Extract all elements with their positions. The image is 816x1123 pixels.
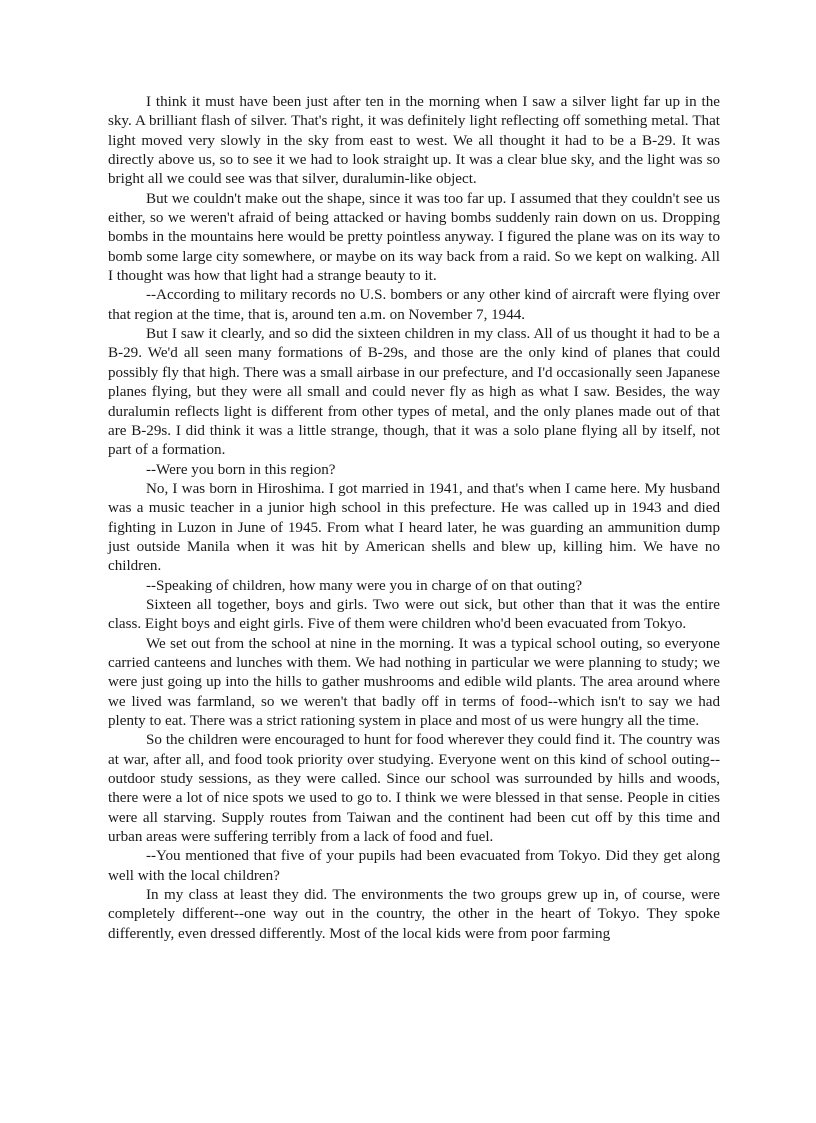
paragraph-4: But I saw it clearly, and so did the sixteen children in my class. All of us thought it had to be a B-29. We'd all seen many formations of B-29s, and those are the only kind of planes that could possibly fly that high. There was a small airbase in our prefecture, and I'd occasionally seen Japanese planes flying, but they were all small and could never fly as high as what I saw. Besides, the way duralumin reflects light is different from other types of metal, and the only planes made out of that are B-29s. I did think it was a little strange, though, that it was a solo plane flying all by itself, not part of a formation. (108, 326, 720, 459)
paragraph-2: But we couldn't make out the shape, since it was too far up. I assumed that they couldn't see us either, so we weren't afraid of being attacked or having bombs suddenly rain down on us. Dropping bombs in the mountains here would be pretty pointless anyway. I figured the plane was on its way to bomb some large city somewhere, or maybe on its way back from a raid. So we kept on walking. All I thought was how that light had a strange beauty to it. (108, 190, 720, 285)
paragraph-3: --According to military records no U.S. bombers or any other kind of aircraft were flying over that region at the time, that is, around ten a.m. on November 7, 1944. (108, 287, 720, 323)
paragraph-9: We set out from the school at nine in the morning. It was a typical school outing, so everyone carried canteens and lunches with them. We had nothing in particular we were planning to study; we were just going up into the hills to gather mushrooms and edible wild plants. The area around where we lived was farmland, so we weren't that badly off in terms of food--which isn't to say we had plenty to eat. There was a strict rationing system in place and most of us were hungry all the time. (108, 635, 720, 729)
paragraph-8: Sixteen all together, boys and girls. Two were out sick, but other than that it was the entire class. Eight boys and eight girls. Five of them were children who'd been evacuated from Tokyo. (108, 596, 720, 633)
document-page (108, 93, 720, 944)
paragraph-11: --You mentioned that five of your pupils had been evacuated from Tokyo. Did they get along well with the local children? (108, 848, 720, 884)
paragraph-5: --Were you born in this region? (146, 461, 336, 478)
paragraph-6: No, I was born in Hiroshima. I got married in 1941, and that's when I came here. My husband was a music teacher in a junior high school in this prefecture. He was called up in 1943 and died fighting in Luzon in June of 1945. From what I heard later, he was guarding an ammunition dump just outside Manila when it was hit by American shells and blew up, killing him. We have no children. (108, 480, 720, 575)
paragraph-10: So the children were encouraged to hunt for food wherever they could find it. The country was at war, after all, and food took priority over studying. Everyone went on this kind of school outing--outdoor study sessions, as they were called. Since our school was surrounded by hills and woods, there were a lot of nice spots we used to go to. I think we were blessed in that sense. People in cities were all starving. Supply routes from Taiwan and the continent had been cut off by this time and urban areas were suffering terribly from a lack of food and fuel. (108, 732, 720, 846)
paragraph-12: In my class at least they did. The environments the two groups grew up in, of course, were completely different--one way out in the country, the other in the heart of Tokyo. They spoke differently, even dressed differently. Most of the local kids were from poor farming (108, 887, 720, 942)
paragraph-1: I think it must have been just after ten in the morning when I saw a silver light far up in the sky. A brilliant flash of silver. That's right, it was definitely light reflecting off something metal. That light moved very slowly in the sky from east to west. We all thought it had to be a B-29. It was directly above us, so to see it we had to look straight up. It was a clear blue sky, and the light was so bright all we could see was that silver, duralumin-like object. (108, 94, 720, 188)
paragraph-7: --Speaking of children, how many were you in charge of on that outing? (146, 577, 583, 594)
